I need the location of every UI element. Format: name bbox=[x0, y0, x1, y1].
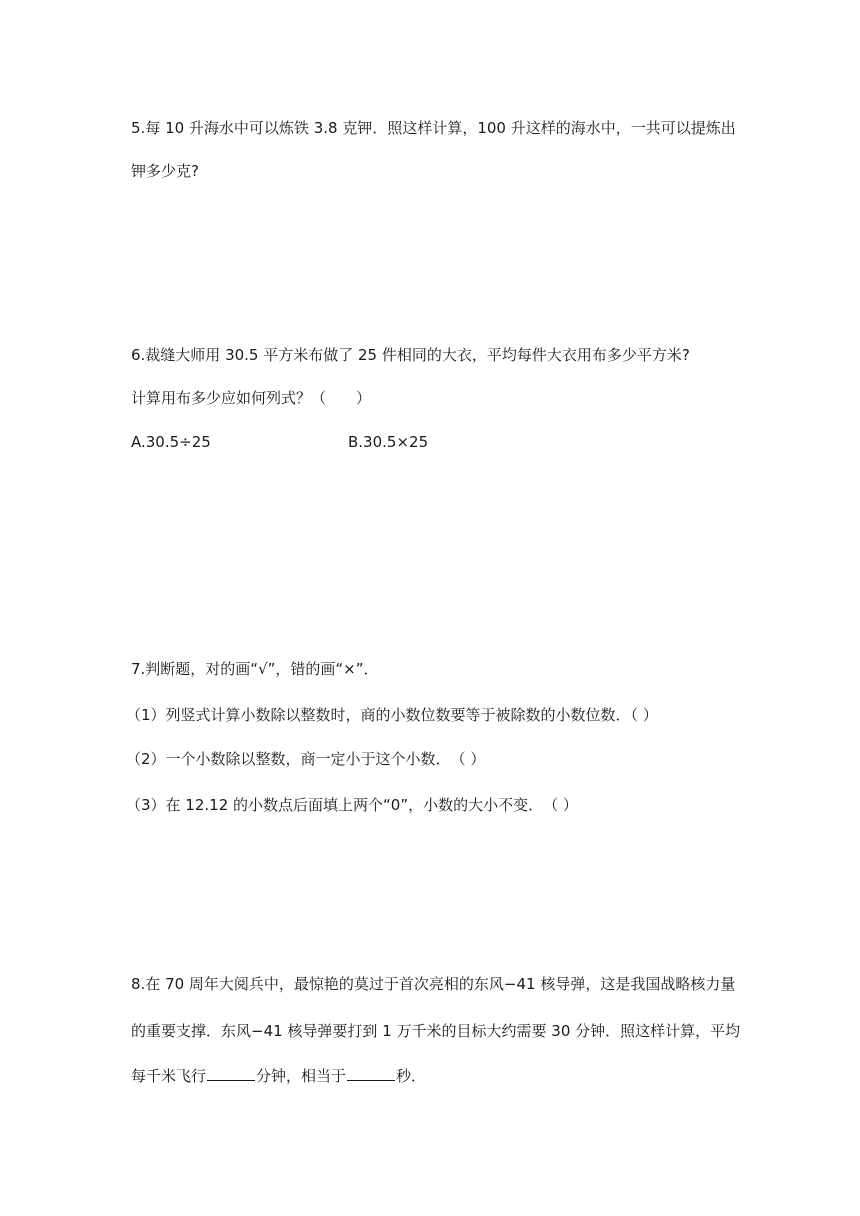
q7-text-line-1: 7.判断题，对的画“√”，错的画“×”． bbox=[131, 660, 379, 678]
q8-text-line-1: 8.在 70 周年大阅兵中，最惊艳的莫过于首次亮相的东风−41 核导弹，这是我国战略核力量 bbox=[131, 975, 736, 993]
q7-item-1: （1）列竖式计算小数除以整数时，商的小数位数要等于被除数的小数位数．（ ） bbox=[126, 706, 658, 724]
q5-text-line-2: 钾多少克? bbox=[131, 162, 199, 180]
q8-text-line-3 bbox=[131, 1066, 426, 1086]
q8-line3-part-2: 分钟，相当于 bbox=[256, 1067, 347, 1085]
q5-text-line-1: 5.每 10 升海水中可以炼铁 3.8 克钾．照这样计算，100 升这样的海水中，一共可以提炼出 bbox=[131, 119, 736, 137]
q6-text-line-1: 6.裁缝大师用 30.5 平方米布做了 25 件相同的大衣，平均每件大衣用布多少平方米? bbox=[131, 346, 690, 364]
q8-line3-part-1: 每千米飞行 bbox=[131, 1067, 207, 1085]
q8-line3-part-3: 秒． bbox=[396, 1067, 427, 1085]
q6-option-a: A.30.5÷25 bbox=[131, 433, 211, 451]
q6-text-line-2: 计算用布多少应如何列式？（ ） bbox=[131, 389, 372, 407]
q8-answer-blank-minutes[interactable] bbox=[207, 1066, 255, 1081]
q7-item-3: （3）在 12.12 的小数点后面填上两个“0”，小数的大小不变． （ ） bbox=[126, 796, 578, 814]
q6-option-b: B.30.5×25 bbox=[348, 433, 429, 451]
q8-answer-blank-seconds[interactable] bbox=[347, 1066, 395, 1081]
q8-text-line-2: 的重要支撑．东风−41 核导弹要打到 1 万千米的目标大约需要 30 分钟．照这样计算，平均 bbox=[131, 1022, 741, 1040]
q7-item-2: （2）一个小数除以整数，商一定小于这个小数． （ ） bbox=[126, 750, 486, 768]
